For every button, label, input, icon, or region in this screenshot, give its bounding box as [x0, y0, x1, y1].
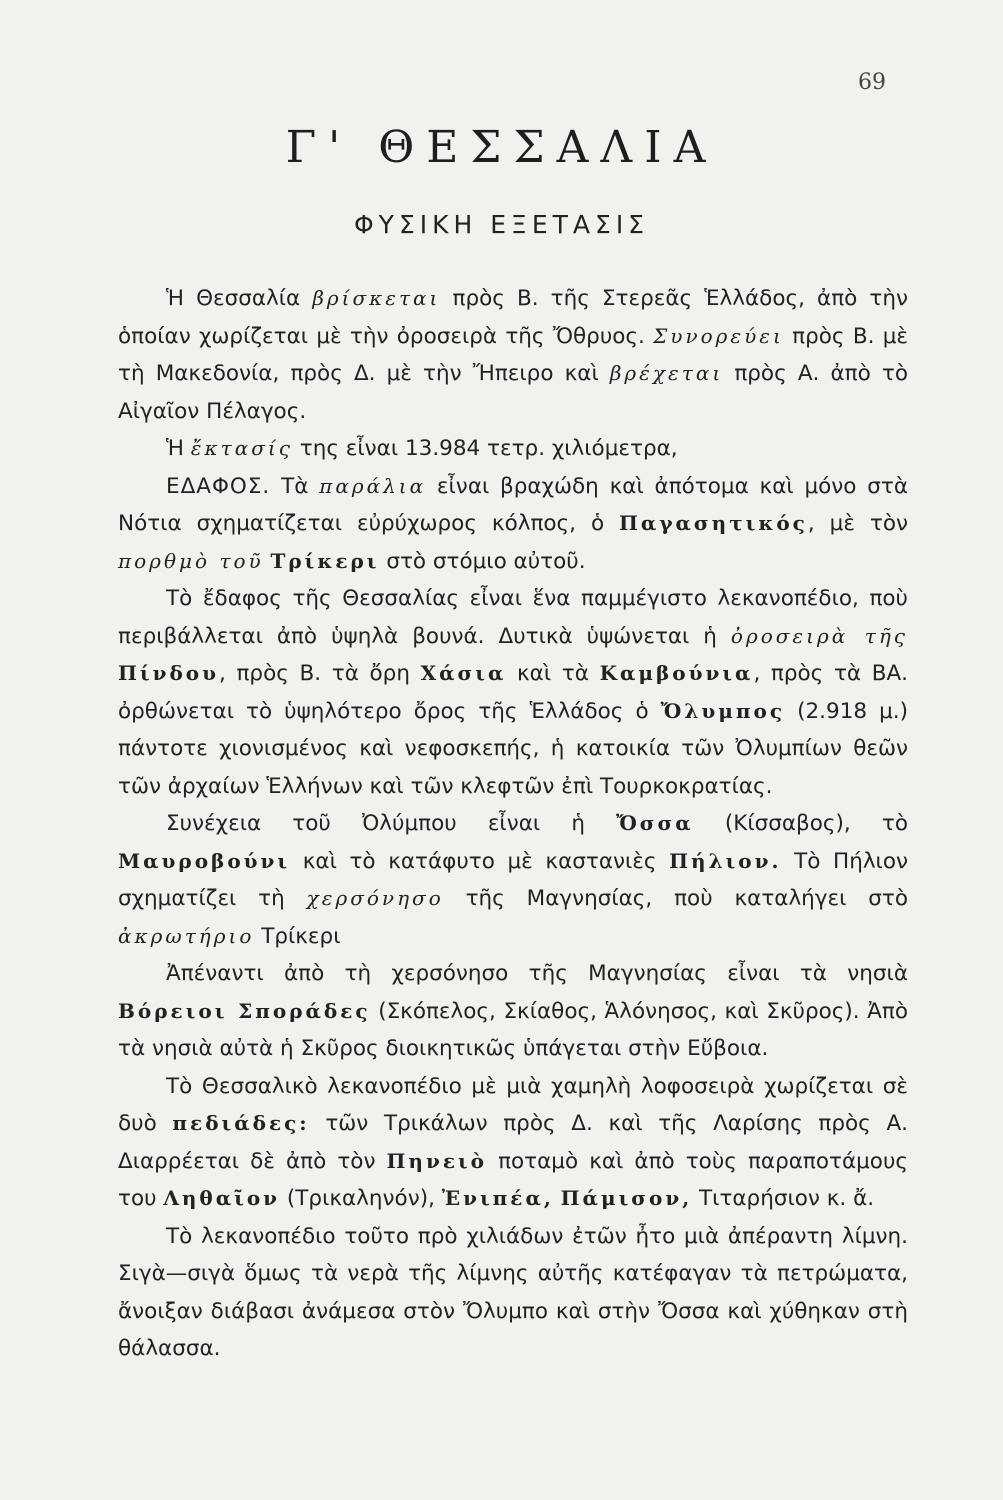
- paragraph-mountains: [118, 580, 908, 805]
- subheading: ΕΔΑΦΟΣ.: [166, 473, 271, 499]
- text: (Κίσσαβος), τὸ: [693, 811, 908, 836]
- text: τῆς Μαγνησίας, ποὺ καταλήγει στὸ: [443, 886, 908, 911]
- place-name: Πάμισον,: [560, 1186, 693, 1210]
- spaced-term: χερσόνησο: [306, 886, 444, 910]
- text: πρὸς Β. τῆς Στερεᾶς Ἑλλάδος, ἀπὸ τὴν ὁποίαν χωρίζεται μὲ τὴν ὀροσειρὰ τῆς Ὄθρυος.: [118, 286, 908, 349]
- spaced-term: Συνορεύει: [653, 323, 784, 348]
- text: Ἡ Θεσσαλία: [166, 286, 313, 311]
- place-name: Πηνειὸ: [386, 1148, 488, 1173]
- text: καὶ τὸ κατάφυτο μὲ καστανιὲς: [290, 848, 670, 874]
- place-name: Πίνδου: [118, 661, 219, 685]
- text: πρὸς Α. ἀπὸ τὸ Αἰγαῖον Πέλαγος.: [118, 361, 908, 424]
- place-name: Ἐνιπέα,: [441, 1186, 554, 1210]
- body-text: [118, 280, 908, 1368]
- spaced-term: πορθμὸ τοῦ: [118, 548, 264, 573]
- text: (Σκόπελος, Σκίαθος, Ἁλόνησος, καὶ Σκῦρος). Ἀπὸ τὰ νησιὰ αὐτὰ ἡ Σκῦρος διοικητικῶς ὑπάγεται στὴν Εὔβοια.: [118, 998, 908, 1061]
- spaced-term: ἀκρωτήριο: [118, 923, 255, 948]
- text: Τιταρήσιον κ. ἄ.: [692, 1186, 875, 1211]
- text: Τὸ λεκανοπέδιο τοῦτο πρὸ χιλιάδων ἐτῶν ἦτο μιὰ ἀπέραντη λίμνη. Σιγὰ—σιγὰ ὅμως τὰ νερὰ τῆς λίμνης αὐτῆς κατέφαγαν τὰ πετρώματα, ἄνοιξαν διάβασι ἀνάμεσα στὸν Ὄλυμπο καὶ στὴν Ὄσσα καὶ χύθηκαν στὴ θάλασσα.: [118, 1223, 908, 1361]
- spaced-term: παράλια: [319, 473, 427, 498]
- place-name: Καμβούνια: [599, 661, 754, 685]
- paragraph-olympus-continuation: [118, 805, 908, 955]
- text: [264, 549, 271, 574]
- place-name: Τρίκερι: [270, 548, 380, 573]
- paragraph-location: [118, 280, 908, 430]
- place-name: Ὄσσα: [616, 811, 694, 835]
- text: Τὰ: [270, 473, 320, 499]
- text: της εἶναι 13.984 τετρ. χιλιόμετρα,: [292, 436, 678, 461]
- text: τῶν Τρικάλων πρὸς Δ. καὶ τῆς Λαρίσης πρὸς Α. Διαρρέεται δὲ ἀπὸ τὸν: [118, 1111, 908, 1174]
- text: Τὸ ἔδαφος τῆς Θεσσαλίας εἶναι ἕνα παμμέγιστο λεκανοπέδιο, ποὺ περιβάλλεται ἀπὸ ὑψηλὰ βουνά. Δυτικὰ ὑψώνεται ἡ: [118, 586, 908, 649]
- chapter-title: Γ' ΘΕΣΣΑΛΙΑ: [285, 122, 718, 173]
- text: στὸ στόμιο αὐτοῦ.: [379, 548, 586, 574]
- place-name: Ὄλυμπος: [660, 698, 786, 723]
- text: , πρὸς Β. τὰ ὄρη: [219, 661, 421, 686]
- section-title: ΦΥΣΙΚΗ ΕΞΕΤΑΣΙΣ: [354, 210, 649, 239]
- paragraph-area: [118, 430, 908, 468]
- place-name: Βόρειοι Σποράδες: [118, 998, 371, 1023]
- text: εἶναι βραχώδη καὶ ἀπότομα καὶ μόνο στὰ Νότια σχηματίζεται εὐρύχωρος κόλπος, ὁ: [118, 473, 908, 536]
- place-name: Ληθαῖον: [163, 1186, 281, 1210]
- text: , πρὸς τὰ ΒΑ. ὀρθώνεται τὸ ὑψηλότερο ὄρος τῆς Ἑλλάδος ὁ: [118, 661, 909, 724]
- spaced-term: βρέχεται: [609, 361, 724, 385]
- page-number: 69: [858, 70, 886, 95]
- text: Συνέχεια τοῦ Ὀλύμπου εἶναι ἡ: [166, 811, 617, 836]
- text: Ἀπέναντι ἀπὸ τὴ χερσόνησο τῆς Μαγνησίας εἶναι τὰ νησιὰ: [166, 961, 908, 986]
- text: πρὸς Β. μὲ τὴ Μακεδονία, πρὸς Δ. μὲ τὴν Ἤπειρο καὶ: [118, 323, 908, 386]
- text: (2.918 μ.) πάντοτε χιονισμένος καὶ νεφοσκεπής, ἡ κατοικία τῶν Ὀλυμπίων θεῶν τῶν ἀρχαίων Ἑλλήνων καὶ τῶν κλεφτῶν ἐπὶ Τουρκοκρατίας.: [118, 698, 908, 799]
- spaced-term: πεδιάδες:: [172, 1111, 310, 1135]
- text: Τρίκερι: [254, 923, 341, 949]
- place-name: Πήλιον.: [669, 848, 782, 873]
- text: [554, 1186, 561, 1211]
- text: (Τρικαληνόν),: [280, 1186, 442, 1211]
- paragraph-soil: [118, 468, 908, 581]
- paragraph-lake: [118, 1218, 908, 1368]
- spaced-term: ὀροσειρὰ τῆς: [730, 623, 908, 648]
- text: καὶ τὰ: [506, 661, 600, 686]
- place-name: Παγασητικός: [619, 511, 808, 535]
- paragraph-plains: [118, 1068, 908, 1218]
- text: , μὲ τὸν: [807, 511, 908, 536]
- spaced-term: βρίσκεται: [312, 286, 441, 310]
- place-name: Μαυροβούνι: [118, 848, 291, 873]
- place-name: Χάσια: [420, 661, 507, 685]
- text: Τὸ Πήλιον σχηματίζει τὴ: [118, 848, 908, 911]
- spaced-term: ἔκτασίς: [190, 436, 293, 460]
- text: ποταμὸ καὶ ἀπὸ τοὺς παραποτάμους του: [118, 1148, 909, 1211]
- text: Ἡ: [166, 436, 191, 461]
- paragraph-islands: [118, 955, 908, 1068]
- text: Τὸ Θεσσαλικὸ λεκανοπέδιο μὲ μιὰ χαμηλὴ λοφοσειρὰ χωρίζεται σὲ δυὸ: [118, 1073, 908, 1136]
